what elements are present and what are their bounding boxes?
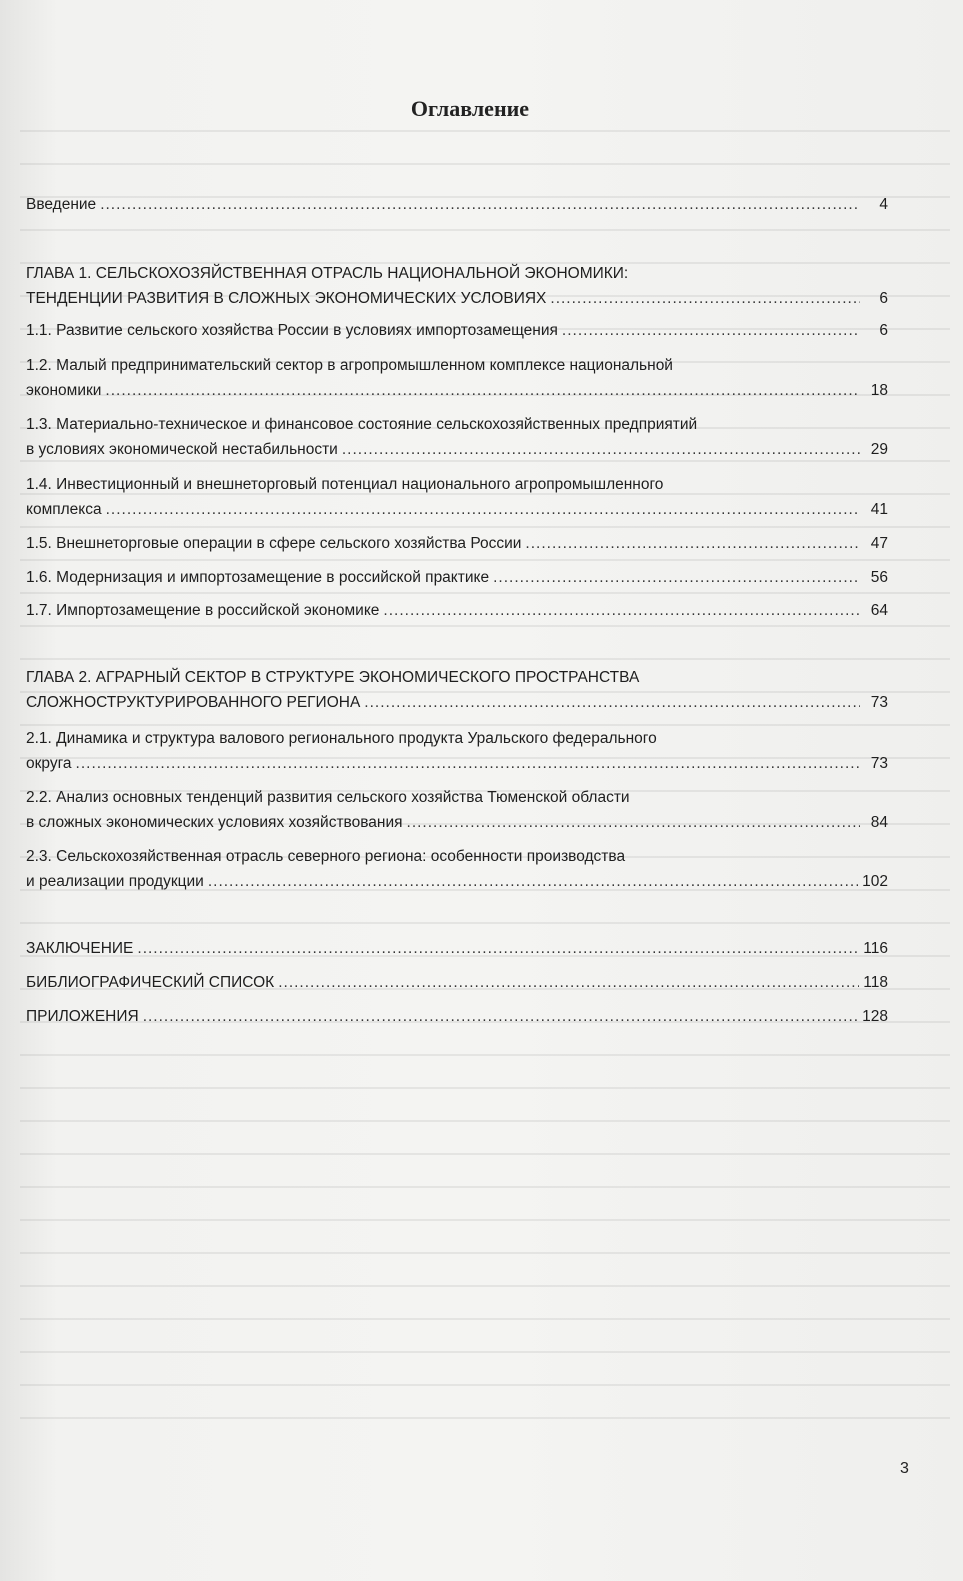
toc-entry-title: ЗАКЛЮЧЕНИЕ	[26, 940, 134, 957]
leader-dots	[105, 378, 860, 403]
leader-dots	[562, 318, 860, 343]
toc-entry-title-continued: СЛОЖНОСТРУКТУРИРОВАННОГО РЕГИОНА	[26, 694, 361, 711]
toc-page-number: 18	[870, 382, 888, 399]
toc-entry-title: 1.6. Модернизация и импортозамещение в российской практике	[26, 569, 490, 586]
toc-entry-title-continued: в сложных экономических условиях хозяйствования	[26, 814, 403, 831]
toc-page-number: 4	[879, 196, 888, 213]
toc-entry-2-3[interactable]	[26, 844, 888, 894]
toc-page-number: 64	[870, 602, 888, 619]
toc-page-number: 84	[870, 814, 888, 831]
toc-page-number: 47	[870, 535, 888, 552]
toc-page-number: 6	[879, 322, 888, 339]
toc-entry-2-1[interactable]	[26, 726, 888, 776]
toc-entry-title: ГЛАВА 1. СЕЛЬСКОХОЗЯЙСТВЕННАЯ ОТРАСЛЬ НАЦИОНАЛЬНОЙ ЭКОНОМИКИ:	[26, 265, 629, 282]
leader-dots	[383, 598, 860, 623]
toc-entry-title: ПРИЛОЖЕНИЯ	[26, 1008, 139, 1025]
leader-dots	[364, 690, 860, 715]
toc-entry-introduction[interactable]	[26, 192, 888, 217]
toc-page-number: 73	[870, 694, 888, 711]
toc-entry-1-1[interactable]	[26, 318, 888, 343]
leader-dots	[137, 936, 859, 961]
toc-entry-title: 1.7. Импортозамещение в российской экономике	[26, 602, 380, 619]
toc-entry-1-7[interactable]	[26, 598, 888, 623]
toc-page-number: 6	[879, 290, 888, 307]
toc-entry-chapter-1[interactable]	[26, 261, 888, 311]
leader-dots	[143, 1004, 858, 1029]
page-number: 3	[900, 1460, 909, 1477]
toc-entry-title-continued: комплекса	[26, 501, 102, 518]
toc-page-number: 128	[862, 1008, 888, 1025]
toc-entry-1-6[interactable]	[26, 565, 888, 590]
toc-entry-title: ГЛАВА 2. АГРАРНЫЙ СЕКТОР В СТРУКТУРЕ ЭКОНОМИЧЕСКОГО ПРОСТРАНСТВА	[26, 669, 640, 686]
toc-entry-title: 1.2. Малый предпринимательский сектор в агропромышленном комплексе национальной	[26, 357, 673, 374]
page-title: Оглавление	[410, 96, 530, 121]
toc-page-number: 116	[863, 940, 888, 957]
toc-page-number: 118	[863, 974, 888, 991]
leader-dots	[76, 751, 860, 776]
toc-entry-title: 2.3. Сельскохозяйственная отрасль северного региона: особенности производства	[26, 848, 626, 865]
toc-entry-1-2[interactable]	[26, 353, 888, 403]
toc-entry-title: 1.4. Инвестиционный и внешнеторговый потенциал национального агропромышленного	[26, 476, 664, 493]
toc-entry-title: 1.1. Развитие сельского хозяйства России в условиях импортозамещения	[26, 322, 558, 339]
leader-dots	[550, 286, 860, 311]
toc-page-number: 102	[862, 873, 888, 890]
toc-entry-title: 2.2. Анализ основных тенденций развития сельского хозяйства Тюменской области	[26, 789, 630, 806]
leader-dots	[278, 970, 859, 995]
toc-page-number: 29	[870, 441, 888, 458]
toc-entry-title: БИБЛИОГРАФИЧЕСКИЙ СПИСОК	[26, 974, 275, 991]
leader-dots	[208, 869, 858, 894]
leader-dots	[493, 565, 860, 590]
toc-entry-1-5[interactable]	[26, 531, 888, 556]
toc-entry-appendices[interactable]	[26, 1004, 888, 1029]
toc-page-number: 73	[870, 755, 888, 772]
toc-entry-bibliography[interactable]	[26, 970, 888, 995]
toc-page-number: 41	[870, 501, 888, 518]
leader-dots	[100, 192, 860, 217]
toc-entry-title: 1.3. Материально-техническое и финансовое состояние сельскохозяйственных предприятий	[26, 416, 698, 433]
toc-page-number: 56	[870, 569, 888, 586]
toc-entry-2-2[interactable]	[26, 785, 888, 835]
toc-entry-title-continued: в условиях экономической нестабильности	[26, 441, 338, 458]
toc-entry-title-continued: и реализации продукции	[26, 873, 204, 890]
toc-entry-title-continued: ТЕНДЕНЦИИ РАЗВИТИЯ В СЛОЖНЫХ ЭКОНОМИЧЕСКИХ УСЛОВИЯХ	[26, 290, 547, 307]
toc-entry-1-3[interactable]	[26, 412, 888, 462]
toc-entry-title: 2.1. Динамика и структура валового регионального продукта Уральского федерального	[26, 730, 657, 747]
toc-entry-title-continued: экономики	[26, 382, 102, 399]
toc-entry-title-continued: округа	[26, 755, 72, 772]
leader-dots	[407, 810, 860, 835]
leader-dots	[525, 531, 860, 556]
toc-entry-title: 1.5. Внешнеторговые операции в сфере сельского хозяйства России	[26, 535, 522, 552]
toc-entry-conclusion[interactable]	[26, 936, 888, 961]
leader-dots	[342, 437, 860, 462]
leader-dots	[106, 497, 860, 522]
toc-entry-chapter-2[interactable]	[26, 665, 888, 715]
toc-entry-1-4[interactable]	[26, 472, 888, 522]
toc-entry-title: Введение	[26, 196, 97, 213]
